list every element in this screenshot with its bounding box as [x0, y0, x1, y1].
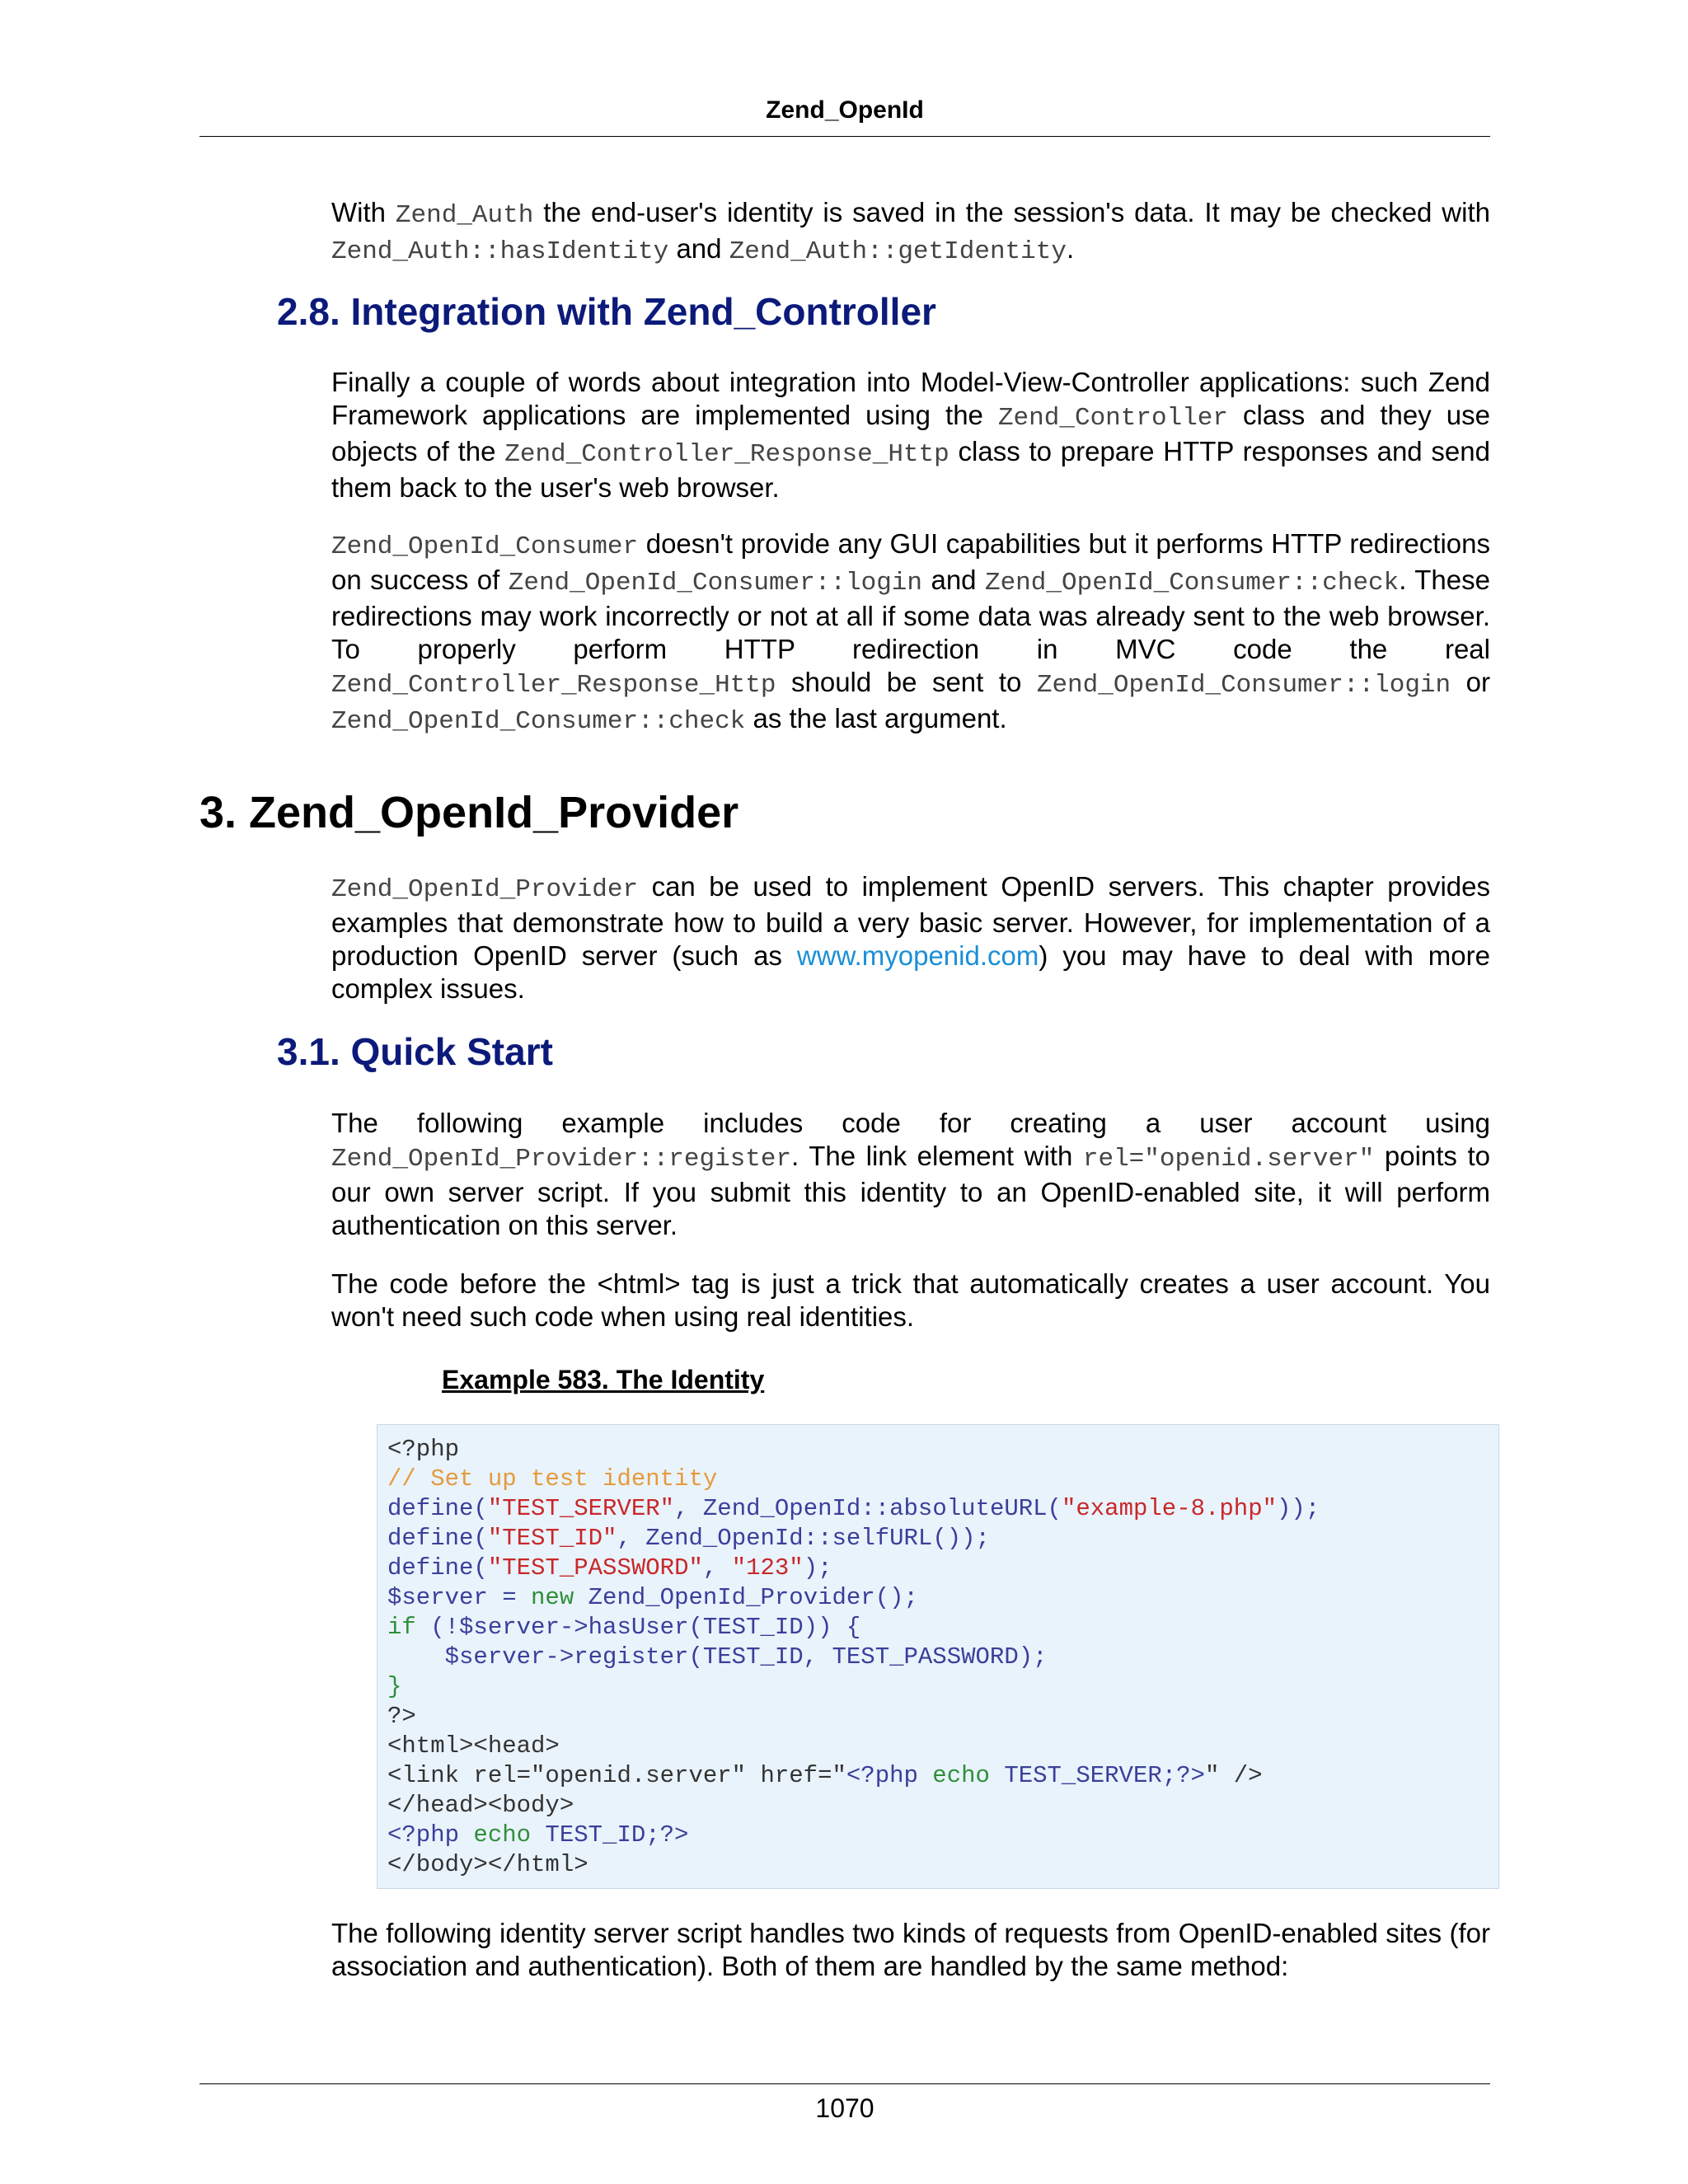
example-title: Example 583. The Identity — [442, 1365, 765, 1394]
code-block: <?php // Set up test identity define("TEST_SERVER", Zend_OpenId::absoluteURL("example-8.php")); define("TEST_ID", Zend_OpenId::selfURL()); define("TEST_PASSWORD", "123"); $server = new Zend_OpenId_Provider(); if (!$server->hasUser(TEST_ID)) { $server->register(TEST_ID, TEST_PASSWORD); } ?> <html><head> <link rel="openid.server" href="<?php echo TEST_SERVER;?>" /> </head><body> <?php echo TEST_ID;?> </body></html> — [377, 1424, 1499, 1889]
code-consumer-login: Zend_OpenId_Consumer::login — [508, 569, 923, 598]
heading-3-provider: 3. Zend_OpenId_Provider — [199, 788, 739, 837]
paragraph-auth-identity: With Zend_Auth the end-user's identity is saved in the session's data. It may be checked with Zend_Auth::hasIdentity and Zend_Auth::getIdentity. — [331, 197, 1490, 266]
heading-3-1-quick-start: 3.1. Quick Start — [277, 1030, 553, 1073]
code-consumer: Zend_OpenId_Consumer — [331, 532, 639, 561]
running-header-title: Zend_OpenId — [766, 96, 924, 124]
code-provider: Zend_OpenId_Provider — [331, 875, 639, 904]
code-consumer-check-2: Zend_OpenId_Consumer::check — [331, 707, 746, 736]
code-zend-auth: Zend_Auth — [395, 201, 534, 230]
header-rule — [199, 136, 1490, 137]
page-number: 1070 — [815, 2093, 874, 2123]
paragraph-provider-intro: Zend_OpenId_Provider can be used to implement OpenID servers. This chapter provides examples that demonstrate how to build a very basic server. However, for implementation of a production OpenID server (such as www.myopenid.com) you may have to deal with more complex issues. — [331, 871, 1490, 1004]
code-has-identity: Zend_Auth::hasIdentity — [331, 237, 669, 266]
footer-rule — [199, 2083, 1490, 2084]
code-consumer-check: Zend_OpenId_Consumer::check — [984, 569, 1400, 598]
code-provider-register: Zend_OpenId_Provider::register — [331, 1145, 792, 1174]
paragraph-server-script: The following identity server script handles two kinds of requests from OpenID-enabled sites (for association and authentication). Both of them are handled by the same method: — [331, 1918, 1490, 1981]
code-response-http-2: Zend_Controller_Response_Http — [331, 671, 776, 700]
paragraph-mvc-intro: Finally a couple of words about integration into Model-View-Controller applications: such Zend Framework applications are implemented using the Zend_Controller class and they use objects of the Zend_Controller_Response_Http class to prepare HTTP responses and send them back to the user's web browser. — [331, 367, 1490, 503]
code-consumer-login-2: Zend_OpenId_Consumer::login — [1036, 671, 1451, 700]
heading-2-8-integration: 2.8. Integration with Zend_Controller — [277, 290, 936, 333]
code-get-identity: Zend_Auth::getIdentity — [729, 237, 1067, 266]
code-rel-openid-server: rel="openid.server" — [1082, 1145, 1375, 1174]
code-response-http: Zend_Controller_Response_Http — [504, 440, 950, 469]
paragraph-quick-start: The following example includes code for creating a user account using Zend_OpenId_Provider::register. The link element with rel="openid.server" points to our own server script. If you submit this identity to an OpenID-enabled site, it will perform authentication on this server. — [331, 1108, 1490, 1240]
paragraph-html-tag-trick: The code before the <html> tag is just a trick that automatically creates a user account. You won't need such code when using real identities. — [331, 1268, 1490, 1332]
myopenid-link[interactable]: www.myopenid.com — [796, 940, 1039, 971]
code-zend-controller: Zend_Controller — [997, 404, 1228, 433]
paragraph-consumer-redirects: Zend_OpenId_Consumer doesn't provide any GUI capabilities but it performs HTTP redirections on success of Zend_OpenId_Consumer::login and Zend_OpenId_Consumer::check. These redirections may work incorrectly or not at all if some data was already sent to the web browser. To properly perform HTTP redirection in MVC code the real Zend_Controller_Response_Http should be sent to Zend_OpenId_Consumer::login or Zend_OpenId_Consumer::check as the last argument. — [331, 528, 1490, 736]
